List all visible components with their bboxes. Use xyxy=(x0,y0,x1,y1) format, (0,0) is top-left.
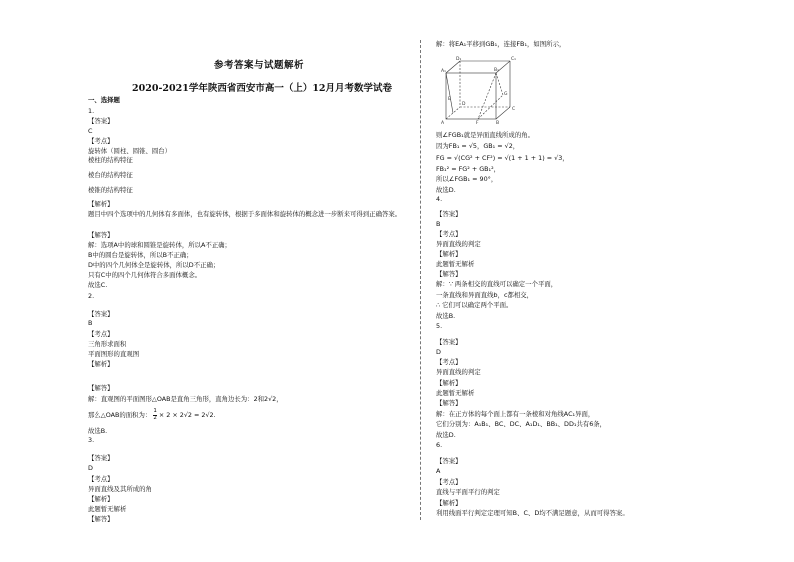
fraction xyxy=(153,409,157,421)
section-heading: 一、选择题 xyxy=(88,96,120,104)
figure-label: C xyxy=(512,107,516,112)
q2-solution-pre: 那么△OAB的面积为： xyxy=(88,411,152,419)
q5-solution-line: 故选D. xyxy=(436,431,456,439)
figure-label: B₁ xyxy=(494,68,499,73)
q2-point: 平面图形的直观图 xyxy=(88,350,140,358)
figure-label: A xyxy=(441,121,445,125)
q1-answer-tag: 【答案】 xyxy=(88,117,114,125)
q3-solution-line: 故选D. xyxy=(436,186,456,194)
q5-number: 5. xyxy=(436,322,443,330)
figure-label: E xyxy=(448,97,451,102)
q4-points-tag: 【考点】 xyxy=(436,230,462,238)
q3-solution-line: FG = √(CG² + CF²) = √(1 + 1 + 1) = √3， xyxy=(436,154,569,162)
q1-analysis: 题目中四个选项中的几何体有多面体，也有旋转体，根据于多面体和旋转体的概念进一步断来可得到正确答案。 xyxy=(88,210,402,218)
q2-analysis-tag: 【解析】 xyxy=(88,360,114,368)
q1-analysis-tag: 【解析】 xyxy=(88,200,114,208)
q3-solution-tag: 【解答】 xyxy=(88,515,114,523)
q2-solution-area xyxy=(88,409,216,421)
q4-analysis: 此题暂无解析 xyxy=(436,260,475,268)
q2-point: 三角形求面积 xyxy=(88,340,127,348)
q2-solution-post: × 2 × 2√2 = 2√2. xyxy=(158,411,216,419)
q5-analysis: 此题暂无解析 xyxy=(436,389,475,397)
q2-answer-tag: 【答案】 xyxy=(88,310,114,318)
q6-analysis: 利用线面平行判定定理可知B、C、D均不满足题意，从而可得答案。 xyxy=(436,509,629,517)
q3-answer-tag: 【答案】 xyxy=(88,454,114,462)
q4-solution-line: 一条直线和异面直线b，c都相交， xyxy=(436,291,534,299)
q6-number: 6. xyxy=(436,441,443,449)
figure-label: B xyxy=(496,121,500,125)
q1-point: 棱锥的结构特征 xyxy=(88,186,133,194)
q1-point: 棱台的结构特征 xyxy=(88,171,133,179)
q5-point: 异面直线的判定 xyxy=(436,368,481,376)
q4-solution-tag: 【解答】 xyxy=(436,270,462,278)
q5-answer: D xyxy=(436,348,441,356)
figure-label: D₁ xyxy=(456,57,462,62)
q6-answer-tag: 【答案】 xyxy=(436,457,462,465)
q1-solution-line: 只有C中的四个几何体符合多面体概念。 xyxy=(88,271,202,279)
q3-points-tag: 【考点】 xyxy=(88,475,114,483)
q6-points-tag: 【考点】 xyxy=(436,478,462,486)
q3-point: 异面直线及其所成的角 xyxy=(88,485,152,493)
q5-points-tag: 【考点】 xyxy=(436,358,462,366)
q4-number: 4. xyxy=(436,195,443,203)
q6-analysis-tag: 【解析】 xyxy=(436,499,462,507)
cube-front-face xyxy=(446,73,496,119)
q4-solution-line: 故选B. xyxy=(436,312,456,320)
figure-label: C₁ xyxy=(511,57,516,62)
q2-solution-tag: 【解答】 xyxy=(88,384,114,392)
cube-figure xyxy=(438,55,518,125)
q1-solution-line: B中的圆台是旋转体，所以B不正确； xyxy=(88,251,193,259)
fraction-denominator: 2 xyxy=(153,414,157,421)
q2-solution-line: 故选B. xyxy=(88,427,108,435)
q4-answer: B xyxy=(436,220,441,228)
q4-solution-line: ∴ 它们可以确定两个平面。 xyxy=(436,301,513,309)
document-title: 参考答案与试题解析 xyxy=(214,60,305,71)
q3-solution-line: 则∠FGB₁就是异面直线所成的角。 xyxy=(436,131,534,139)
q3-analysis-tag: 【解析】 xyxy=(88,495,114,503)
figure-label: F xyxy=(476,121,479,125)
q3-number: 3. xyxy=(88,436,95,444)
q5-solution-line: 它们分别为：A₁B₁、BC、DC、A₁D₁、BB₁、DD₁共有6条， xyxy=(436,420,607,428)
figure-label: D xyxy=(462,102,466,107)
q1-point: 棱柱的结构特征 xyxy=(88,156,133,164)
figure-label: A₁ xyxy=(441,69,446,74)
q4-solution-line: 解：∵ 两条相交的直线可以确定一个平面， xyxy=(436,280,558,288)
q1-point: 旋转体（圆柱、圆锥、圆台） xyxy=(88,147,172,155)
q2-solution-line: 解：直观图的平面图形△OAB是直角三角形，直角边长为：2和2√2， xyxy=(88,395,283,403)
q1-solution-line: 故选C. xyxy=(88,281,108,289)
q2-points-tag: 【考点】 xyxy=(88,330,114,338)
q5-analysis-tag: 【解析】 xyxy=(436,379,462,387)
fraction-numerator: 1 xyxy=(153,408,157,414)
q3-solution-line: 所以∠FGB₁ = 90°， xyxy=(436,175,498,183)
q5-answer-tag: 【答案】 xyxy=(436,338,462,346)
q5-solution-tag: 【解答】 xyxy=(436,399,462,407)
document-subtitle: 2020-2021学年陕西省西安市高一（上）12月月考数学试卷 xyxy=(132,83,393,94)
q2-number: 2. xyxy=(88,292,95,300)
column-divider xyxy=(420,40,421,520)
q1-number: 1. xyxy=(88,107,95,115)
q4-point: 异面直线的判定 xyxy=(436,240,481,248)
q6-point: 直线与平面平行的判定 xyxy=(436,488,500,496)
figure-label: G xyxy=(504,92,508,97)
q1-solution-line: 解：选项A中的球和圆锥是旋转体，所以A不正确； xyxy=(88,241,231,249)
q3-answer: D xyxy=(88,464,93,472)
q3-solution-line: 解：将EA₁平移到GB₁，连接FB₁，如图所示， xyxy=(436,40,566,48)
q1-solution-tag: 【解答】 xyxy=(88,231,114,239)
q3-analysis: 此题暂无解析 xyxy=(88,505,127,513)
q2-answer: B xyxy=(88,319,93,327)
q4-analysis-tag: 【解析】 xyxy=(436,250,462,258)
q5-solution-line: 解：在正方体的每个面上都有一条棱和对角线AC₁异面， xyxy=(436,410,595,418)
q4-answer-tag: 【答案】 xyxy=(436,210,462,218)
q3-solution-line: FB₁² = FG² + GB₁²， xyxy=(436,165,501,173)
q3-solution-line: 因为FB₁ = √5，GB₁ = √2， xyxy=(436,142,520,150)
q6-answer: A xyxy=(436,467,441,475)
q1-answer: C xyxy=(88,127,93,135)
q1-points-tag: 【考点】 xyxy=(88,137,114,145)
q1-solution-line: D中的四个几何体全是旋转体，所以D不正确； xyxy=(88,261,220,269)
